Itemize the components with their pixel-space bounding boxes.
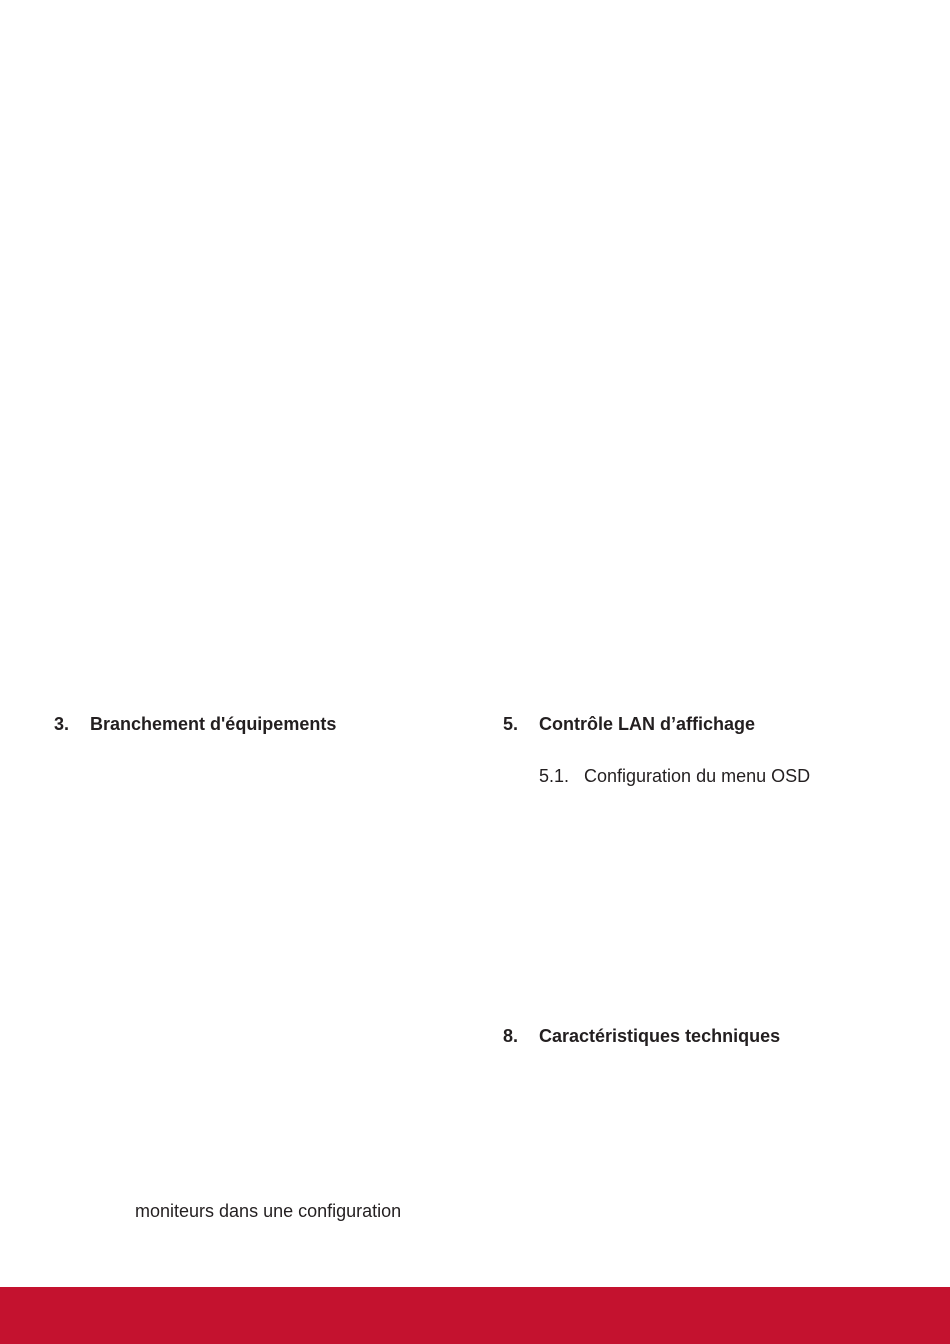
toc-entry-number: 5. <box>503 714 519 734</box>
toc-entry-5[interactable] <box>503 713 755 735</box>
toc-entry-5-1[interactable] <box>539 765 810 787</box>
toc-entry-number: 8. <box>503 1026 519 1046</box>
toc-entry-number: 3. <box>54 714 70 734</box>
continuation-text: moniteurs dans une configuration <box>135 1201 402 1221</box>
toc-entry-title: Contrôle LAN d’affichage <box>539 714 756 734</box>
toc-entry-3[interactable] <box>54 713 336 735</box>
toc-entry-title: Caractéristiques techniques <box>539 1026 781 1046</box>
toc-entry-8[interactable] <box>503 1025 780 1047</box>
toc-entry-number: 5.1. <box>539 766 570 786</box>
footer-accent-bar <box>0 1287 950 1344</box>
toc-entry-title: Branchement d'équipements <box>90 714 337 734</box>
toc-entry-title: Configuration du menu OSD <box>584 766 811 786</box>
